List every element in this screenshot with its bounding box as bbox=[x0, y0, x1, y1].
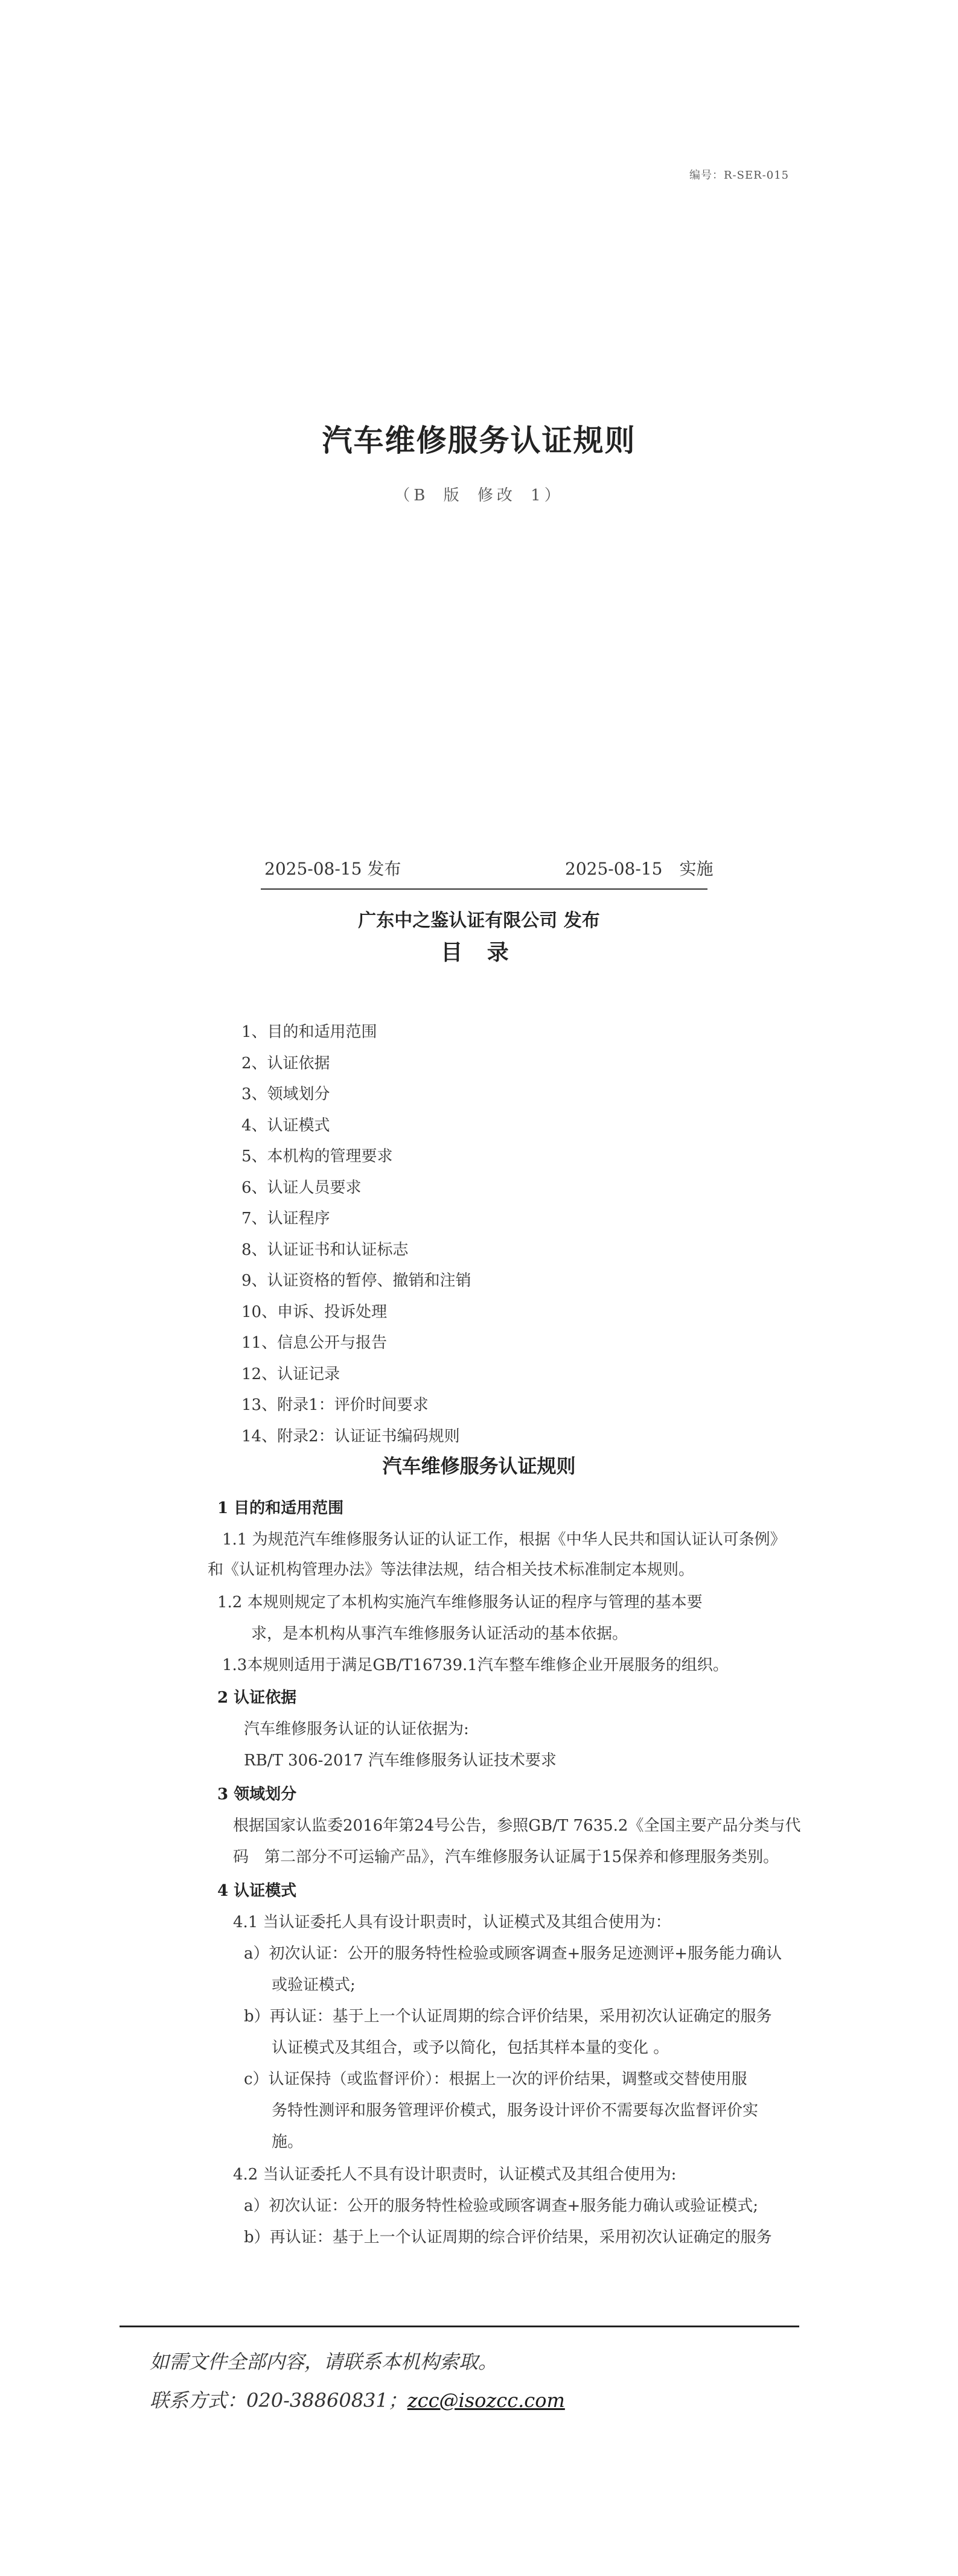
publish-date: 2025-08-15 发布 bbox=[264, 859, 401, 879]
paragraph-line: a）初次认证：公开的服务特性检验或顾客调查+服务能力确认或验证模式; bbox=[244, 2197, 759, 2215]
footer-divider bbox=[120, 2326, 799, 2327]
body-title: 汽车维修服务认证规则 bbox=[382, 1455, 576, 1478]
implement-date: 2025-08-15 实施 bbox=[565, 859, 714, 879]
footer-note: 如需文件全部内容，请联系本机构索取。 bbox=[150, 2350, 498, 2373]
document-title: 汽车维修服务认证规则 bbox=[322, 422, 636, 458]
toc-item: 5、本机构的管理要求 bbox=[241, 1147, 393, 1165]
contact-phone: 联系方式：020-38860831； bbox=[150, 2389, 407, 2412]
paragraph-line: b）再认证：基于上一个认证周期的综合评价结果，采用初次认证确定的服务 bbox=[244, 2228, 772, 2246]
publisher: 广东中之鉴认证有限公司 发布 bbox=[358, 910, 600, 931]
paragraph-line: 1.2 本规则规定了本机构实施汽车维修服务认证的程序与管理的基本要 bbox=[217, 1593, 703, 1612]
toc-title: 目 录 bbox=[441, 940, 517, 965]
paragraph-line: b）再认证：基于上一个认证周期的综合评价结果，采用初次认证确定的服务 bbox=[244, 2007, 772, 2026]
paragraph-line: 1.1 为规范汽车维修服务认证的认证工作，根据《中华人民共和国认证认可条例》 bbox=[222, 1531, 786, 1549]
section-heading: 2 认证依据 bbox=[217, 1689, 297, 1707]
document-number: 编号：R-SER-015 bbox=[689, 169, 790, 182]
toc-item: 13、附录1：评价时间要求 bbox=[241, 1396, 429, 1414]
toc-item: 2、认证依据 bbox=[241, 1054, 330, 1073]
document-version: （B 版 修改 1） bbox=[394, 486, 564, 505]
paragraph-line: 或验证模式; bbox=[272, 1976, 356, 1994]
paragraph-line: 认证模式及其组合，或予以简化，包括其样本量的变化 。 bbox=[272, 2039, 669, 2057]
paragraph-line: a）初次认证：公开的服务特性检验或顾客调查+服务足迹测评+服务能力确认 bbox=[244, 1945, 782, 1963]
section-heading: 4 认证模式 bbox=[217, 1882, 297, 1900]
toc-item: 11、信息公开与报告 bbox=[241, 1334, 388, 1352]
toc-item: 8、认证证书和认证标志 bbox=[241, 1240, 409, 1259]
toc-item: 4、认证模式 bbox=[241, 1116, 330, 1135]
paragraph-line: 施。 bbox=[272, 2133, 304, 2151]
section-heading: 3 领域划分 bbox=[217, 1785, 297, 1803]
dates-line bbox=[261, 856, 714, 890]
paragraph-line: 4.1 当认证委托人具有设计职责时，认证模式及其组合使用为： bbox=[233, 1913, 671, 1931]
toc-item: 10、申诉、投诉处理 bbox=[241, 1302, 388, 1321]
paragraph-line: 求，是本机构从事汽车维修服务认证活动的基本依据。 bbox=[251, 1625, 628, 1643]
paragraph-line: 4.2 当认证委托人不具有设计职责时，认证模式及其组合使用为: bbox=[233, 2166, 677, 2184]
contact-email-link[interactable]: zcc@isozcc.com bbox=[407, 2389, 565, 2412]
paragraph-line: 汽车维修服务认证的认证依据为: bbox=[244, 1720, 469, 1738]
table-of-contents bbox=[241, 1017, 471, 1452]
footer-contact bbox=[150, 2385, 565, 2413]
toc-item: 14、附录2：认证证书编码规则 bbox=[241, 1427, 460, 1446]
section-heading: 1 目的和适用范围 bbox=[217, 1499, 344, 1517]
toc-item: 12、认证记录 bbox=[241, 1365, 340, 1383]
toc-item: 6、认证人员要求 bbox=[241, 1178, 362, 1197]
paragraph-line: 和《认证机构管理办法》等法律法规，结合相关技术标准制定本规则。 bbox=[208, 1561, 695, 1579]
toc-item: 7、认证程序 bbox=[241, 1210, 330, 1228]
paragraph-line: 务特性测评和服务管理评价模式，服务设计评价不需要每次监督评价实 bbox=[272, 2102, 759, 2120]
toc-item: 3、领域划分 bbox=[241, 1085, 330, 1103]
paragraph-line: RB/T 306-2017 汽车维修服务认证技术要求 bbox=[244, 1752, 557, 1770]
paragraph-line: 1.3本规则适用于满足GB/T16739.1汽车整车维修企业开展服务的组织。 bbox=[222, 1656, 729, 1674]
toc-item: 1、目的和适用范围 bbox=[241, 1023, 377, 1041]
paragraph-line: c）认证保持（或监督评价）：根据上一次的评价结果，调整或交替使用服 bbox=[244, 2070, 747, 2088]
paragraph-line: 根据国家认监委2016年第24号公告，参照GB/T 7635.2《全国主要产品分类与代 bbox=[233, 1817, 801, 1835]
toc-item: 9、认证资格的暂停、撤销和注销 bbox=[241, 1272, 471, 1290]
paragraph-line: 码 第二部分不可运输产品》，汽车维修服务认证属于15保养和修理服务类别。 bbox=[233, 1848, 779, 1866]
